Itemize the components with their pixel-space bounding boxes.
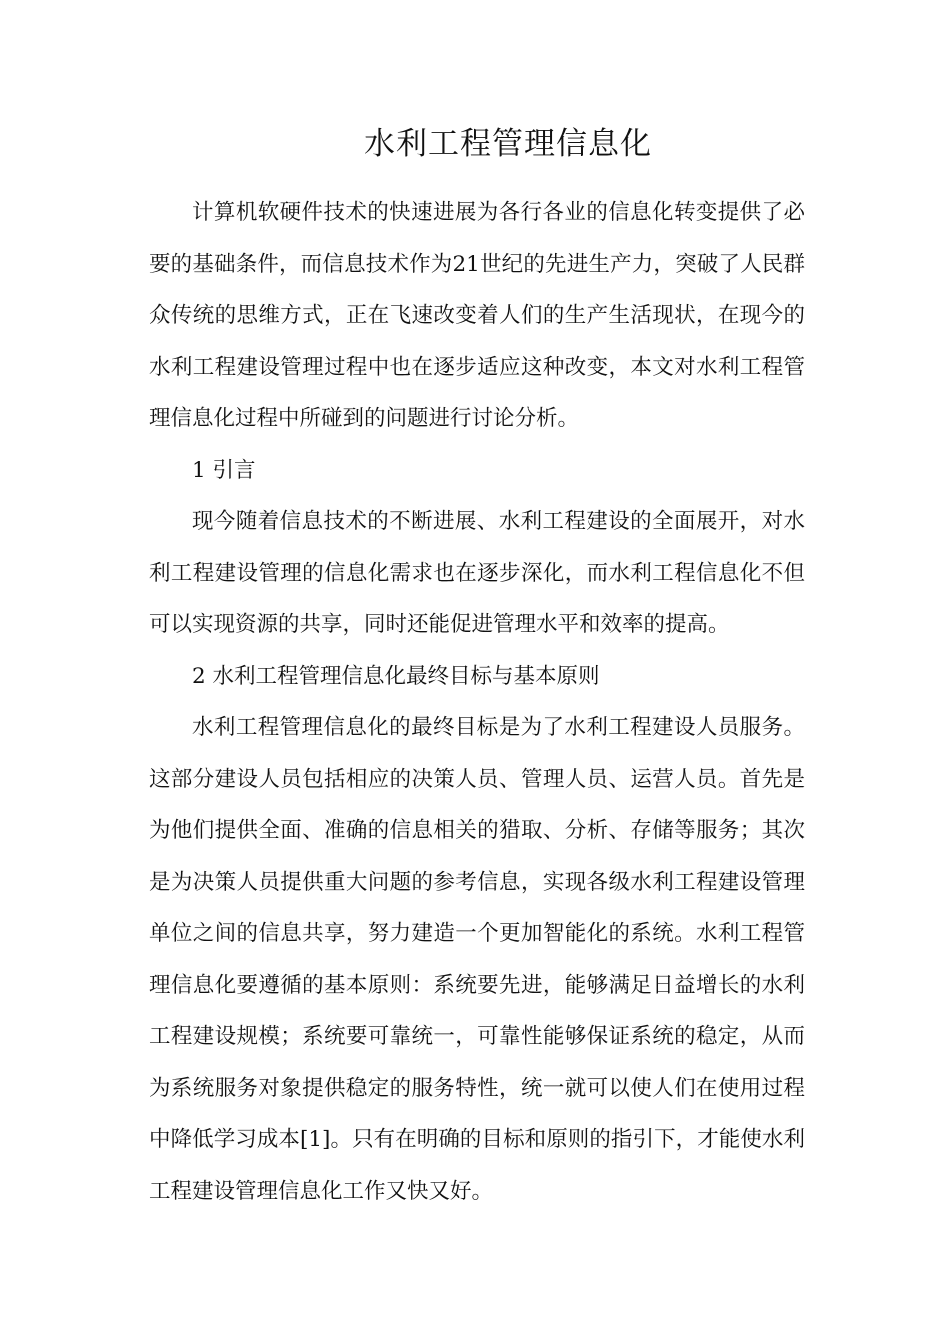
- intro-paragraph: 计算机软硬件技术的快速进展为各行各业的信息化转变提供了必要的基础条件，而信息技术作为21世纪的先进生产力，突破了人民群众传统的思维方式，正在飞速改变着人们的生产生活现状，在现今的水利工程建设管理过程中也在逐步适应这种改变，本文对水利工程管理信息化过程中所碰到的问题进行讨论分析。: [149, 200, 805, 431]
- section-heading-1: 1 引言: [192, 457, 256, 483]
- document-body: [149, 187, 805, 1217]
- section-heading-2: 2 水利工程管理信息化最终目标与基本原则: [192, 663, 600, 689]
- section-2-paragraph: 水利工程管理信息化的最终目标是为了水利工程建设人员服务。这部分建设人员包括相应的决策人员、管理人员、运营人员。首先是为他们提供全面、准确的信息相关的猎取、分析、存储等服务；其次是为决策人员提供重大问题的参考信息，实现各级水利工程建设管理单位之间的信息共享，努力建造一个更加智能化的系统。水利工程管理信息化要遵循的基本原则：系统要先进，能够满足日益增长的水利工程建设规模；系统要可靠统一，可靠性能够保证系统的稳定，从而为系统服务对象提供稳定的服务特性，统一就可以使人们在使用过程中降低学习成本[1]。只有在明确的目标和原则的指引下，才能使水利工程建设管理信息化工作又快又好。: [149, 715, 805, 1204]
- section-1-paragraph: 现今随着信息技术的不断进展、水利工程建设的全面展开，对水利工程建设管理的信息化需求也在逐步深化，而水利工程信息化不但可以实现资源的共享，同时还能促进管理水平和效率的提高。: [149, 509, 805, 637]
- document-title: 水利工程管理信息化: [364, 126, 652, 162]
